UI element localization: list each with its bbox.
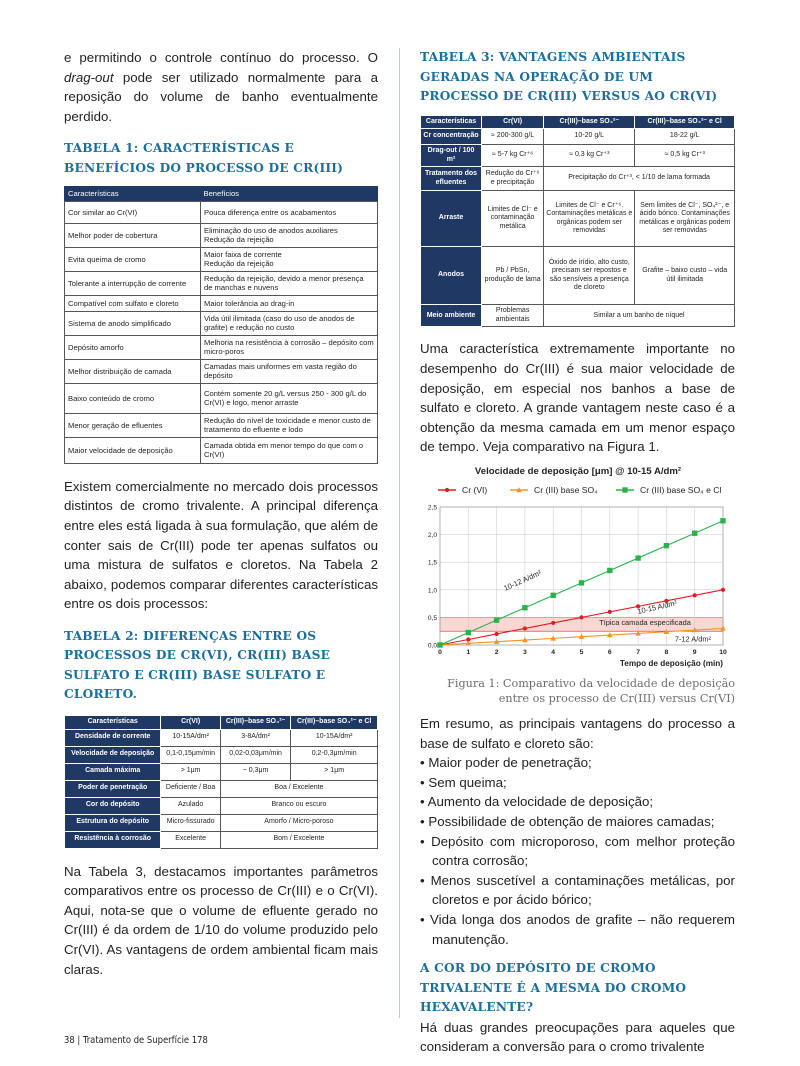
- table-cell: 0,2-0,3μm/min: [291, 746, 378, 763]
- benefit-cell: Contém somente 20 g/L versus 250 - 300 g/L do Cr(VI) e logo, menor arraste: [201, 383, 378, 413]
- table-cell: Excelente: [161, 831, 220, 848]
- x-tick-label: 7: [636, 649, 640, 657]
- x-tick-label: 6: [607, 649, 612, 657]
- advantages-list: [420, 753, 735, 949]
- column-header: Benefícios: [201, 187, 378, 201]
- data-point: [523, 626, 527, 630]
- table2-row: [65, 780, 378, 797]
- data-point: [692, 531, 697, 536]
- table-1: [64, 186, 378, 463]
- table3-row: [421, 167, 735, 191]
- table1-row: [65, 413, 378, 437]
- current-density-annotation: 7-12 A/dm²: [674, 634, 712, 644]
- table-cell: Amorfo / Micro-poroso: [220, 814, 377, 831]
- table1-row: [65, 201, 378, 223]
- data-point: [720, 518, 725, 523]
- column-divider: [399, 48, 400, 1018]
- data-point: [608, 610, 612, 614]
- characteristic-cell: Baixo conteúdo de cromo: [65, 383, 201, 413]
- x-tick-label: 3: [523, 649, 527, 657]
- data-point: [522, 605, 527, 610]
- table1-row: [65, 295, 378, 311]
- intro-italic: drag-out: [64, 69, 114, 85]
- table3-header-row: [421, 115, 735, 129]
- data-point: [664, 543, 669, 548]
- table-cell: Problemas ambientais: [482, 305, 544, 327]
- table-2: [64, 715, 378, 849]
- intro-text-a: e permitindo o controle contínuo do processo. O: [64, 50, 378, 65]
- table-cell: 10-15A/dm²: [161, 729, 220, 746]
- legend-marker: [622, 487, 627, 492]
- table-3: [420, 115, 735, 328]
- table1-row: [65, 437, 378, 463]
- table-cell: ≈ 200-300 g/L: [482, 129, 544, 145]
- list-item: [420, 773, 735, 793]
- current-density-annotation: 10-15 A/dm²: [636, 598, 678, 617]
- table3-row: [421, 247, 735, 305]
- column-header: Cr(III)–base SO₄²⁻ e Cl: [291, 715, 378, 729]
- table3-row: [421, 305, 735, 327]
- characteristic-cell: Maior velocidade de deposição: [65, 437, 201, 463]
- benefit-cell: Eliminação do uso de anodos auxiliares Redução da rejeição: [201, 223, 378, 247]
- characteristic-cell: Depósito amorfo: [65, 335, 201, 359]
- chart-title: Velocidade de deposição [μm] @ 10-15 A/dm²: [474, 466, 682, 478]
- benefit-cell: Camadas mais uniformes em vasta região do depósito: [201, 359, 378, 383]
- benefit-cell: Maior faixa de corrente Redução da rejeição: [201, 247, 378, 271]
- table-cell: Redução do Cr⁺⁶ e precipitação: [482, 167, 544, 191]
- x-axis-label: Tempo de deposição (min): [619, 659, 723, 669]
- column-header: Cr(VI): [482, 115, 544, 129]
- x-tick-label: 8: [664, 649, 669, 657]
- data-point: [721, 588, 725, 592]
- row-header: Tratamento dos efluentes: [421, 167, 482, 191]
- table-cell: 18-22 g/L: [635, 129, 735, 145]
- list-item-text: Aumento da velocidade de deposição;: [427, 794, 654, 810]
- row-header: Camada máxima: [65, 763, 161, 780]
- column-header: Características: [65, 715, 161, 729]
- x-tick-label: 0: [438, 649, 442, 657]
- table-cell: > 1μm: [161, 763, 220, 780]
- table-cell: ~ 0,3μm: [220, 763, 291, 780]
- column-header: Cr(III)–base SO₄²⁻: [220, 715, 291, 729]
- row-header: Resistência à corrosão: [65, 831, 161, 848]
- benefit-cell: Camada obtida em menor tempo do que com o Cr(VI): [201, 437, 378, 463]
- row-header: Arraste: [421, 191, 482, 247]
- data-point: [579, 580, 584, 585]
- table-cell: Pb / PbSn, produção de lama: [482, 247, 544, 305]
- table1-row: [65, 247, 378, 271]
- characteristic-cell: Compatível com sulfato e cloreto: [65, 295, 201, 311]
- list-item: [420, 910, 735, 949]
- legend-label: Cr (III) base SO₄ e Cl: [640, 485, 722, 496]
- list-item-text: Maior poder de penetração;: [428, 755, 592, 771]
- table3-row: [421, 191, 735, 247]
- table-cell: Azulado: [161, 797, 220, 814]
- y-tick-label: 2,5: [427, 504, 437, 512]
- table-cell: 10-20 g/L: [544, 129, 635, 145]
- data-point: [551, 621, 555, 625]
- list-item: [420, 832, 735, 871]
- data-point: [466, 630, 471, 635]
- table-cell: Similar a um banho de níquel: [544, 305, 735, 327]
- column-header: Características: [65, 187, 201, 201]
- data-point: [437, 642, 442, 647]
- data-point: [579, 615, 583, 619]
- paragraph-3: Na Tabela 3, destacamos importantes parâmetros comparativos entre os processo de Cr(III) e o Cr(VI). Aqui, nota-se que o volume de efluente gerado no Cr(III) é da ordem de 1/10 do volume produzido pelo Cr(VI). As vantagens de ordem ambiental ficam mais claras.: [64, 863, 378, 977]
- benefit-cell: Melhoria na resistência à corrosão – depósito com micro-poros: [201, 335, 378, 359]
- y-tick-label: 0,0: [427, 642, 437, 650]
- paragraph-2: Existem comercialmente no mercado dois processos distintos de cromo trivalente. A principal diferença entre eles está ligada à sua formulação, que além de conter sais de Cr(III) pode ter apenas sulfatos ou uma mistura de sulfatos e cloretos. Na Tabela 2 abaixo, podemos comparar diferentes características entre os dois processos:: [64, 478, 378, 612]
- table2-row: [65, 763, 378, 780]
- list-item: [420, 812, 735, 832]
- bullet-glyph: •: [420, 755, 425, 771]
- table-cell: Bom / Excelente: [220, 831, 377, 848]
- x-tick-label: 5: [579, 649, 584, 657]
- summary-paragraph: Em resumo, as principais vantagens do processo a base de sulfato e cloreto são:: [420, 716, 735, 751]
- legend-label: Cr (III) base SO₄: [534, 485, 598, 496]
- list-item-text: Possibilidade de obtenção de maiores camadas;: [428, 814, 715, 829]
- figure-caption: Figura 1: Comparativo da velocidade de deposição entre os processo de Cr(III) versus Cr(VI): [447, 677, 735, 705]
- closing-paragraph: Há duas grandes preocupações para aqueles que consideram a conversão para o cromo trivalente: [420, 1019, 735, 1055]
- table-cell: 0,1-0,15μm/min: [161, 746, 220, 763]
- row-header: Meio ambiente: [421, 305, 482, 327]
- table2-row: [65, 729, 378, 746]
- table1-title: TABELA 1: CARACTERÍSTICAS E BENEFÍCIOS DO PROCESSO DE CR(III): [64, 141, 344, 175]
- table-cell: Limites de Cl⁻ e contaminação metálica: [482, 191, 544, 247]
- page-footer: 38 | Tratamento de Superfície 178: [64, 1035, 208, 1046]
- row-header: Densidade de corrente: [65, 729, 161, 746]
- list-item-text: Menos suscetível a contaminações metálicas, por cloretos e por ácido bórico;: [430, 872, 735, 908]
- table-cell: 10-15A/dm²: [291, 729, 378, 746]
- y-tick-label: 2,0: [427, 532, 437, 540]
- table2-row: [65, 797, 378, 814]
- list-item-text: Sem queima;: [428, 774, 507, 790]
- x-tick-label: 10: [719, 649, 727, 657]
- section-heading: A COR DO DEPÓSITO DE CROMO TRIVALENTE É A MESMA DO CROMO HEXAVALENTE?: [420, 961, 687, 1015]
- table-cell: Micro-fissurado: [161, 814, 220, 831]
- benefit-cell: Redução do nível de toxicidade e menor custo de tratamento do efluente e lodo: [201, 413, 378, 437]
- table2-title: TABELA 2: DIFERENÇAS ENTRE OS PROCESSOS DE CR(VI), CR(III) BASE SULFATO E CR(III) BASE SULFATO E CLORETO.: [64, 628, 331, 702]
- current-density-annotation: 10-12 A/dm²: [502, 568, 543, 593]
- data-point: [693, 593, 697, 597]
- x-tick-label: 4: [551, 649, 556, 657]
- row-header: Poder de penetração: [65, 780, 161, 797]
- row-header: Cor do depósito: [65, 797, 161, 814]
- characteristic-cell: Sistema de anodo simplificado: [65, 311, 201, 335]
- characteristic-cell: Menor geração de efluentes: [65, 413, 201, 437]
- table-cell: Boa / Excelente: [220, 780, 377, 797]
- column-header: Características: [421, 115, 482, 129]
- row-header: Drag-out / 100 m²: [421, 145, 482, 167]
- characteristic-cell: Evita queima de cromo: [65, 247, 201, 271]
- row-header: Cr concentração: [421, 129, 482, 145]
- data-point: [551, 593, 556, 598]
- table-cell: Óxido de irídio, alto custo, precisam ser repostos e são sensíveis a presença de cloreto: [544, 247, 635, 305]
- characteristic-cell: Tolerante a interrupção de corrente: [65, 271, 201, 295]
- table2-header-row: [65, 715, 378, 729]
- benefit-cell: Pouca diferença entre os acabamentos: [201, 201, 378, 223]
- table3-row: [421, 145, 735, 167]
- benefit-cell: Maior tolerância ao drag-in: [201, 295, 378, 311]
- table-cell: ≈ 5-7 kg Cr⁺⁶: [482, 145, 544, 167]
- bullet-glyph: •: [420, 911, 425, 927]
- table-cell: Precipitação do Cr⁺³, < 1/10 de lama formada: [544, 167, 735, 191]
- characteristic-cell: Melhor distribuição de camada: [65, 359, 201, 383]
- list-item: [420, 792, 735, 812]
- y-tick-label: 0,5: [427, 614, 437, 622]
- table-cell: Deficiente / Boa: [161, 780, 220, 797]
- table2-row: [65, 814, 378, 831]
- intro-paragraph: [64, 48, 378, 126]
- data-point: [495, 632, 499, 636]
- bullet-glyph: •: [420, 814, 425, 829]
- data-point: [607, 568, 612, 573]
- y-tick-label: 1,0: [427, 587, 437, 595]
- row-header: Velocidade de deposição: [65, 746, 161, 763]
- intro-text-b: pode ser utilizado normalmente para a reposição do volume de banho eventualmente perdido.: [64, 69, 378, 124]
- table-cell: Branco ou escuro: [220, 797, 377, 814]
- bullet-glyph: •: [420, 833, 425, 849]
- list-item-text: Depósito com microporoso, com melhor proteção contra corrosão;: [431, 833, 735, 869]
- bullet-glyph: •: [420, 794, 425, 810]
- table-cell: ≈ 0,3 kg Cr⁺³: [544, 145, 635, 167]
- left-column: [64, 48, 378, 979]
- right-column: [420, 48, 735, 1057]
- list-item-text: Vida longa dos anodos de grafite – não requerem manutenção.: [430, 911, 735, 947]
- table1-row: [65, 223, 378, 247]
- table-cell: Limites de Cl⁻ e Cr⁺⁶. Contaminações metálicas e orgânicas podem ser removidas: [544, 191, 635, 247]
- table-cell: Sem limites de Cl⁻, SO₄²⁻, e ácido bórico. Contaminações metálicas e orgânicas podem ser removidas: [635, 191, 735, 247]
- x-tick-label: 9: [692, 649, 697, 657]
- table1-row: [65, 335, 378, 359]
- list-item: [420, 871, 735, 910]
- paragraph-1: Uma característica extremamente importante no desempenho do Cr(III) é sua maior velocidade de deposição, em especial nos banhos a base de sulfato e cloreto. A grande vantagem neste caso é a obtenção da mesma camada em um menor espaço de tempo. Veja comparativo na Figura 1.: [420, 341, 735, 455]
- benefit-cell: Redução da rejeição, devido a menor presença de manchas e nuvens: [201, 271, 378, 295]
- table-cell: > 1μm: [291, 763, 378, 780]
- bullet-glyph: •: [420, 774, 425, 790]
- table1-row: [65, 383, 378, 413]
- column-header: Cr(III)–base SO₄²⁻ e Cl: [635, 115, 735, 129]
- table-cell: 0,02-0,03μm/min: [220, 746, 291, 763]
- table1-header-row: [65, 187, 378, 201]
- list-item: [420, 753, 735, 773]
- column-header: Cr(VI): [161, 715, 220, 729]
- data-point: [494, 617, 499, 622]
- column-header: Cr(III)–base SO₄²⁻: [544, 115, 635, 129]
- data-point: [635, 555, 640, 560]
- chart-svg: [420, 465, 735, 675]
- table1-row: [65, 359, 378, 383]
- table2-row: [65, 831, 378, 848]
- table3-title: TABELA 3: VANTAGENS AMBIENTAIS GERADAS NA OPERAÇÃO DE UM PROCESSO DE CR(III) VERSUS AO CR(VI): [420, 50, 718, 103]
- row-header: Anodos: [421, 247, 482, 305]
- table3-row: [421, 129, 735, 145]
- bullet-glyph: •: [420, 872, 425, 888]
- table1-row: [65, 311, 378, 335]
- figure-1-chart: [420, 465, 735, 675]
- x-tick-label: 2: [494, 649, 499, 657]
- characteristic-cell: Melhor poder de cobertura: [65, 223, 201, 247]
- table-cell: Grafite – baixo custo – vida útil ilimitada: [635, 247, 735, 305]
- row-header: Estrutura do depósito: [65, 814, 161, 831]
- band-label: Típica camada especificada: [599, 618, 691, 628]
- table2-row: [65, 746, 378, 763]
- benefit-cell: Vida útil ilimitada (caso do uso de anodos de grafite) e redução no custo: [201, 311, 378, 335]
- y-tick-label: 1,5: [427, 559, 437, 567]
- table-cell: 3-8A/dm²: [220, 729, 291, 746]
- characteristic-cell: Cor similar ao Cr(VI): [65, 201, 201, 223]
- x-tick-label: 1: [466, 649, 471, 657]
- table-cell: ≈ 0,5 kg Cr⁺³: [635, 145, 735, 167]
- table1-row: [65, 271, 378, 295]
- legend-marker: [445, 488, 449, 492]
- legend-label: Cr (VI): [462, 485, 488, 496]
